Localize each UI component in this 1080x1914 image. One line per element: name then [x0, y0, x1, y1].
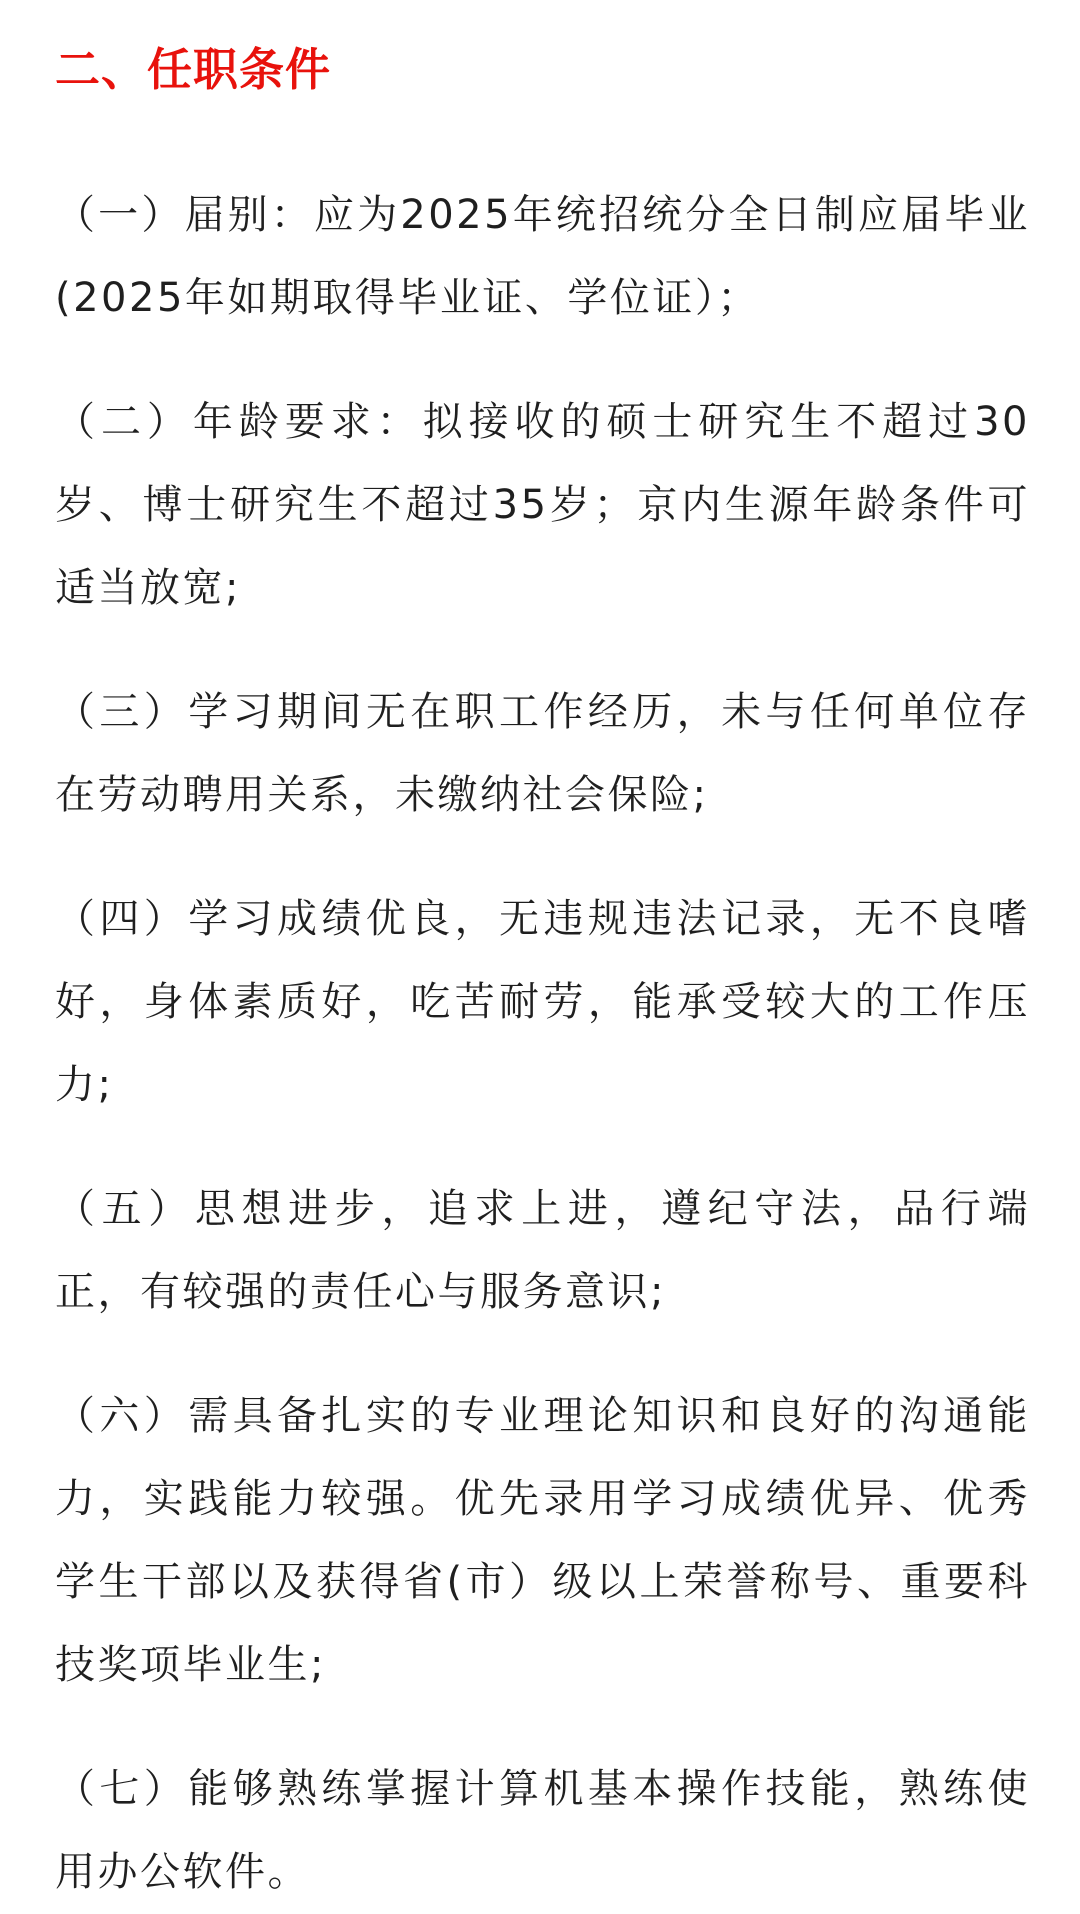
clause-4-good-record: （四）学习成绩优良，无违规违法记录，无不良嗜好，身体素质好，吃苦耐劳，能承受较大的工作压力; — [55, 896, 1030, 1108]
clause-6-professional-skills: （六）需具备扎实的专业理论知识和良好的沟通能力，实践能力较强。优先录用学习成绩优异、优秀学生干部以及获得省(市）级以上荣誉称号、重要科技奖项毕业生; — [55, 1393, 1030, 1688]
clause-1-graduation-year: （一）届别：应为2025年统招统分全日制应届毕业(2025年如期取得毕业证、学位证）； — [55, 192, 1030, 321]
clause-3-no-employment: （三）学习期间无在职工作经历，未与任何单位存在劳动聘用关系，未缴纳社会保险; — [55, 689, 1030, 818]
clause-2-age-requirement: （二）年龄要求：拟接收的硕士研究生不超过30岁、博士研究生不超过35岁；京内生源年龄条件可适当放宽; — [55, 399, 1030, 611]
clause-5-conduct: （五）思想进步，追求上进，遵纪守法，品行端正，有较强的责任心与服务意识; — [55, 1186, 1030, 1315]
section-heading: 二、任职条件 — [55, 43, 332, 96]
clause-7-computer-skills: （七）能够熟练掌握计算机基本操作技能，熟练使用办公软件。 — [55, 1766, 1030, 1895]
